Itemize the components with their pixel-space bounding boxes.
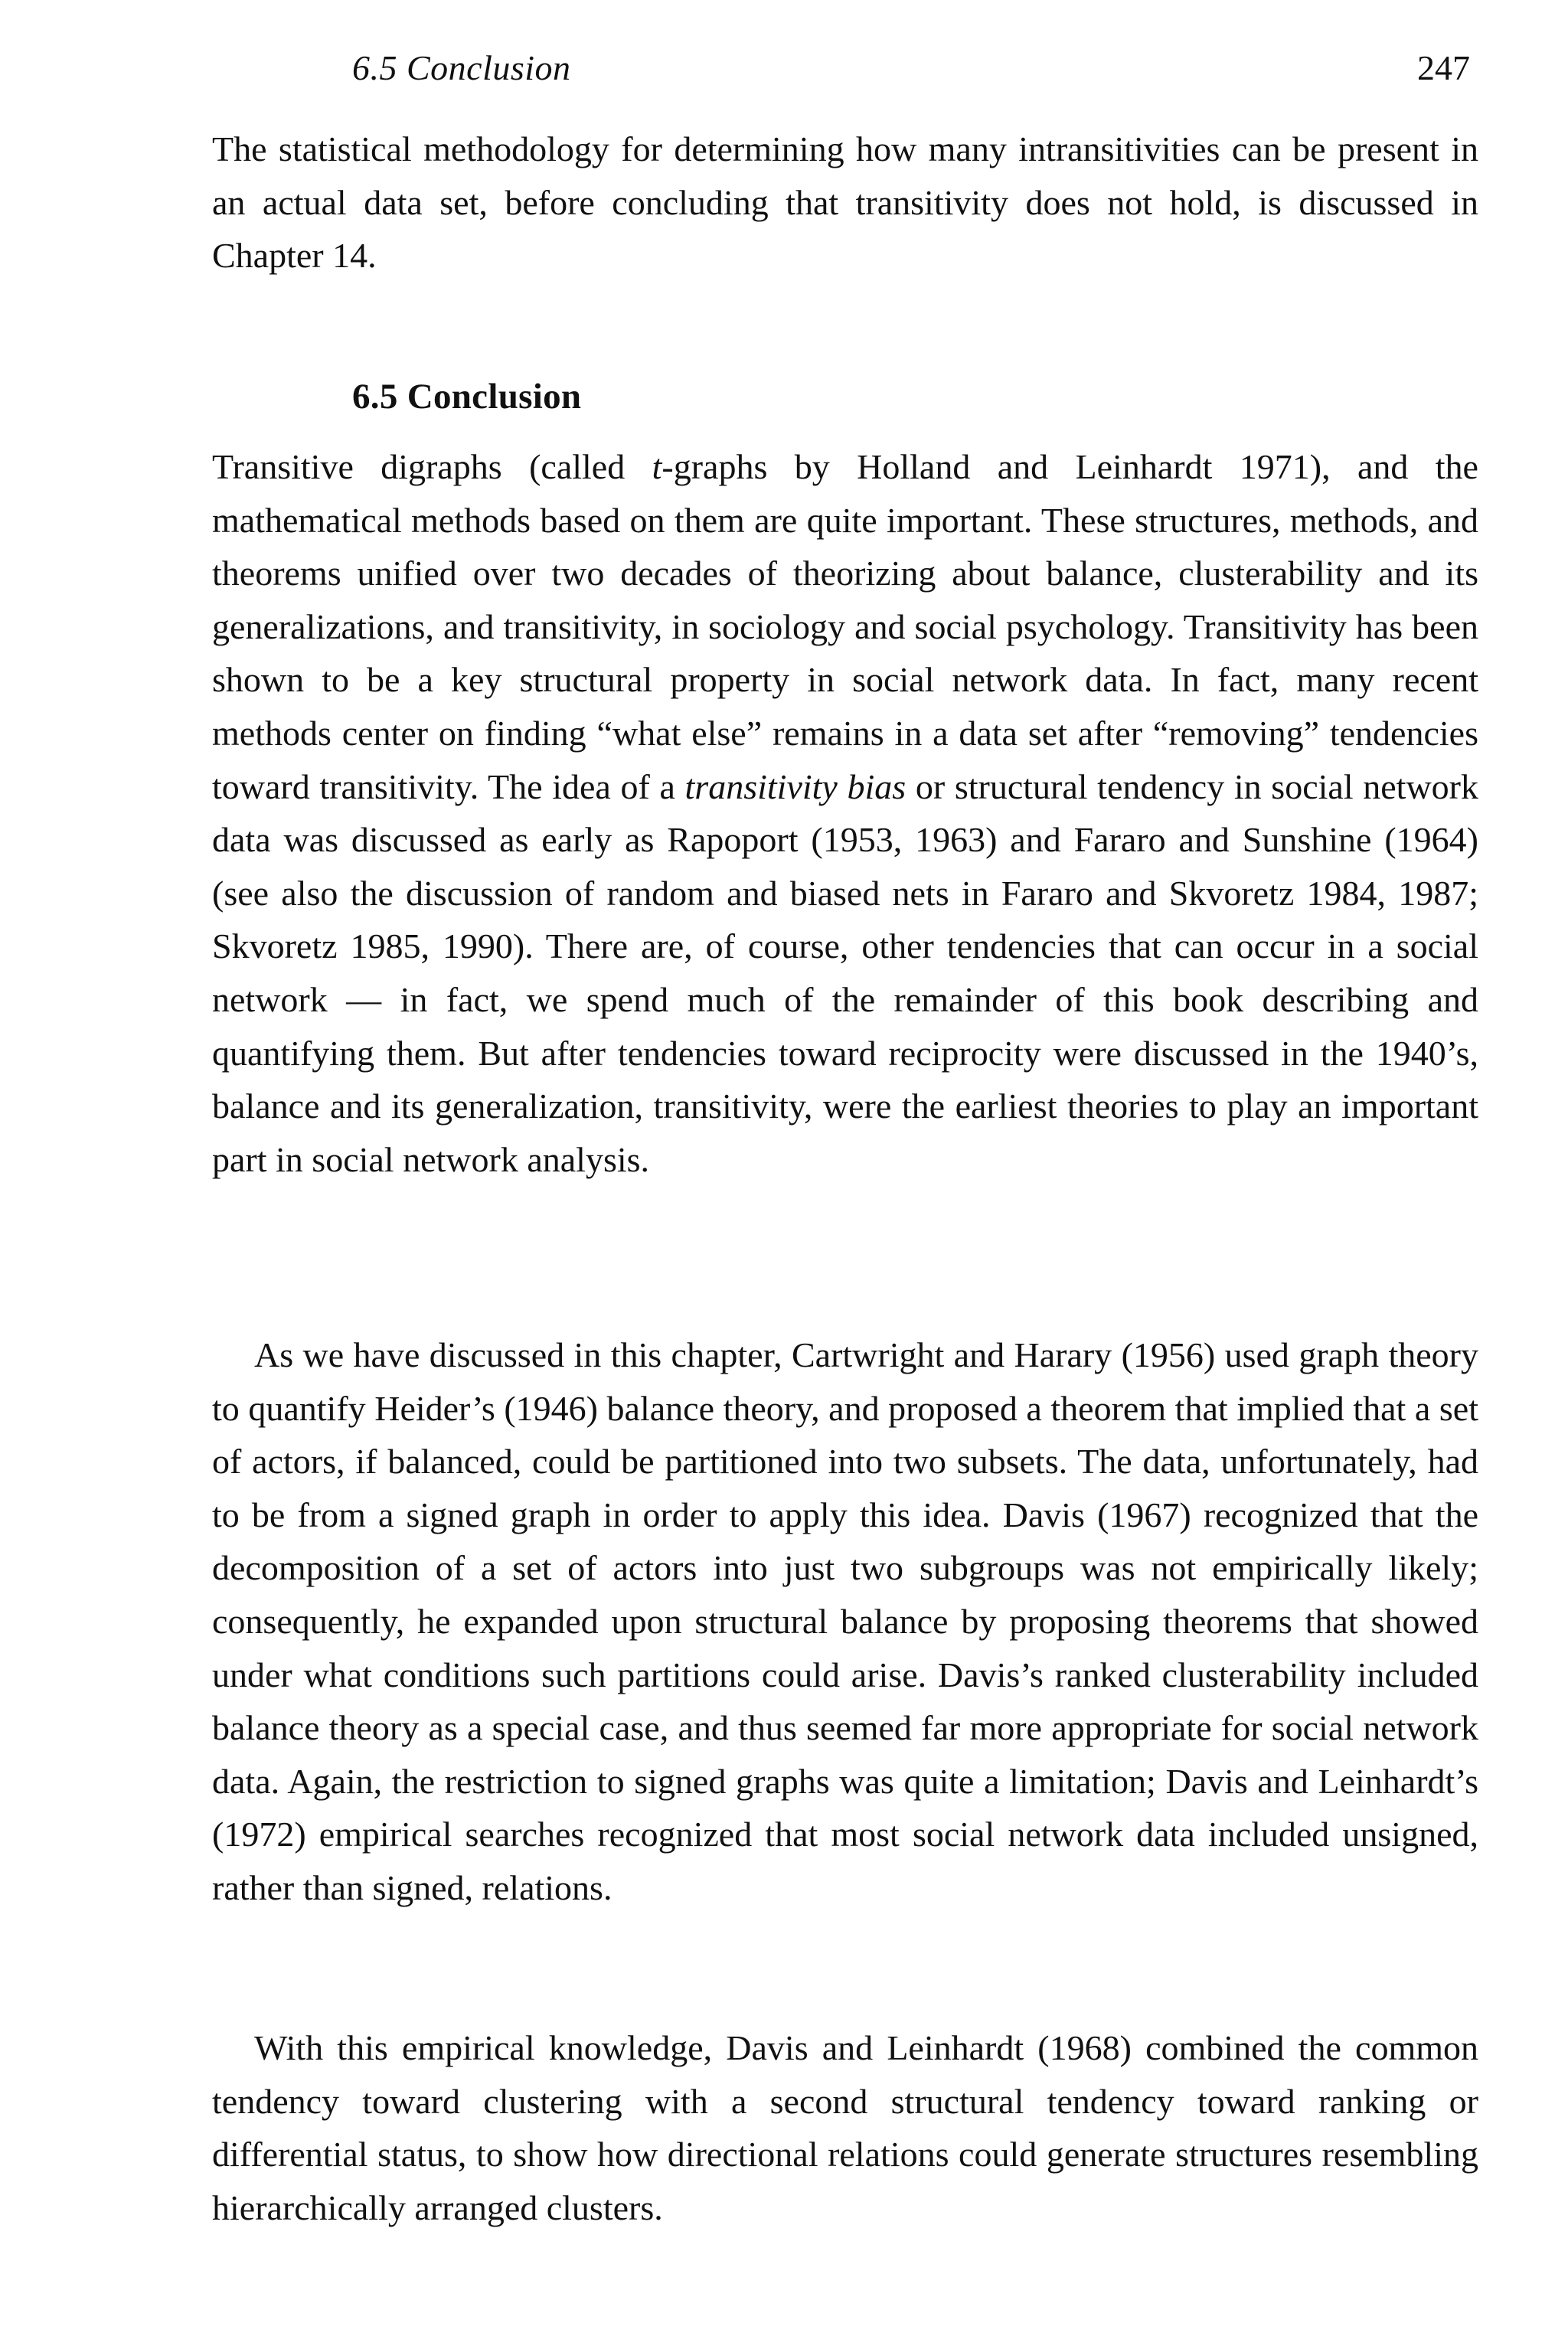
paragraph-text-part: Transitive digraphs (called	[212, 447, 652, 486]
paragraph-text-part: -graphs by Holland and Leinhardt 1971), and the mathematical methods based on them are quite important. These structures, methods, and theorems unified over two decades of theorizing about balance, clusterability and its generalizations, and transitivity, in sociology and social psychology. Transitivity has been shown to be a key structural property in social network data. In fact, many recent methods center on finding “what else” remains in a data set after “removing” tendencies toward transitivity. The idea of a	[212, 447, 1478, 806]
paragraph-cartwright-harary: As we have discussed in this chapter, Cartwright and Harary (1956) used graph theory to quantify Heider’s (1946) balance theory, and proposed a theorem that implied that a set of actors, if balanced, could be partitioned into two subsets. The data, unfortunately, had to be from a signed graph in order to apply this idea. Davis (1967) recognized that the decomposition of a set of actors into just two subgroups was not empirically likely; consequently, he expanded upon structural balance by proposing theorems that showed under what conditions such partitions could arise. Davis’s ranked clusterability included balance theory as a special case, and thus seemed far more appropriate for social network data. Again, the restriction to signed graphs was quite a limitation; Davis and Leinhardt’s (1972) empirical searches recognized that most social network data included unsigned, rather than signed, relations.	[212, 1335, 1478, 1907]
italic-transitivity-bias: transitivity bias	[684, 766, 906, 806]
section-heading: 6.5 Conclusion	[352, 377, 582, 417]
italic-t: t	[652, 447, 662, 486]
intro-paragraph: The statistical methodology for determining how many intransitivities can be present in an actual data set, before concluding that transitivity does not hold, is discussed in Chapter 14.	[212, 129, 1478, 276]
paragraph-text-part: or structural tendency in social network data was discussed as early as Rapoport (1953, 1963) and Fararo and Sunshine (1964) (see also the discussion of random and biased nets in Fararo and Skvoretz 1984, 1987; Skvoretz 1985, 1990). There are, of course, other tendencies that can occur in a social network — in fact, we spend much of the remainder of this book describing and quantifying them. But after tendencies toward reciprocity were discussed in the 1940’s, balance and its generalization, transitivity, were the earliest theories to play an important part in social network analysis.	[212, 766, 1478, 1179]
running-head: 6.5 Conclusion	[352, 48, 571, 87]
paragraph-davis-leinhardt: With this empirical knowledge, Davis and Leinhardt (1968) combined the common tendency toward clustering with a second structural tendency toward ranking or differential status, to show how directional relations could generate structures resembling hierarchically arranged clusters.	[212, 2028, 1478, 2227]
page-number: 247	[1417, 48, 1470, 87]
paragraph-transitive-digraphs	[212, 440, 1478, 1186]
